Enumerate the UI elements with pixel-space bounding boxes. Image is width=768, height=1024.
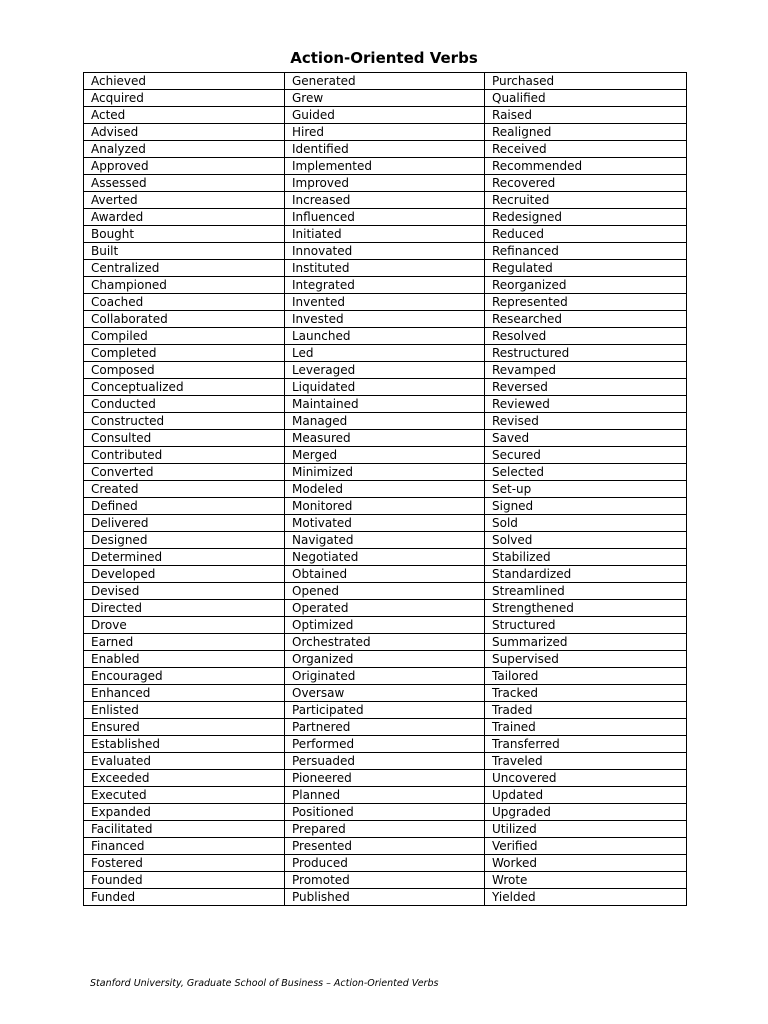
table-row bbox=[84, 821, 687, 838]
verb-cell: Recovered bbox=[485, 175, 687, 192]
verb-cell: Oversaw bbox=[285, 685, 485, 702]
verb-cell: Facilitated bbox=[84, 821, 285, 838]
verb-cell: Maintained bbox=[285, 396, 485, 413]
verb-cell: Refinanced bbox=[485, 243, 687, 260]
verb-cell: Revised bbox=[485, 413, 687, 430]
table-row bbox=[84, 736, 687, 753]
verb-cell: Wrote bbox=[485, 872, 687, 889]
table-row bbox=[84, 753, 687, 770]
table-row bbox=[84, 175, 687, 192]
table-row bbox=[84, 804, 687, 821]
verb-cell: Persuaded bbox=[285, 753, 485, 770]
verb-cell: Reorganized bbox=[485, 277, 687, 294]
table-row bbox=[84, 719, 687, 736]
verb-cell: Consulted bbox=[84, 430, 285, 447]
verb-cell: Invented bbox=[285, 294, 485, 311]
verb-cell: Verified bbox=[485, 838, 687, 855]
verb-cell: Acquired bbox=[84, 90, 285, 107]
table-row bbox=[84, 90, 687, 107]
table-row bbox=[84, 872, 687, 889]
verb-cell: Partnered bbox=[285, 719, 485, 736]
table-row bbox=[84, 447, 687, 464]
table-row bbox=[84, 464, 687, 481]
table-row bbox=[84, 141, 687, 158]
verb-cell: Constructed bbox=[84, 413, 285, 430]
verb-cell: Built bbox=[84, 243, 285, 260]
verb-cell: Identified bbox=[285, 141, 485, 158]
verb-cell: Signed bbox=[485, 498, 687, 515]
verb-cell: Recommended bbox=[485, 158, 687, 175]
verb-cell: Performed bbox=[285, 736, 485, 753]
table-row bbox=[84, 600, 687, 617]
verb-cell: Navigated bbox=[285, 532, 485, 549]
verb-cell: Purchased bbox=[485, 73, 687, 90]
verb-cell: Innovated bbox=[285, 243, 485, 260]
table-row bbox=[84, 549, 687, 566]
verb-cell: Participated bbox=[285, 702, 485, 719]
verb-cell: Completed bbox=[84, 345, 285, 362]
verb-cell: Established bbox=[84, 736, 285, 753]
verb-cell: Realigned bbox=[485, 124, 687, 141]
verb-cell: Delivered bbox=[84, 515, 285, 532]
verb-cell: Produced bbox=[285, 855, 485, 872]
verb-cell: Founded bbox=[84, 872, 285, 889]
verb-cell: Devised bbox=[84, 583, 285, 600]
table-row bbox=[84, 226, 687, 243]
table-row bbox=[84, 73, 687, 90]
verb-cell: Invested bbox=[285, 311, 485, 328]
verb-cell: Reversed bbox=[485, 379, 687, 396]
verb-cell: Funded bbox=[84, 889, 285, 906]
verb-cell: Reviewed bbox=[485, 396, 687, 413]
verb-cell: Coached bbox=[84, 294, 285, 311]
verb-cell: Pioneered bbox=[285, 770, 485, 787]
table-row bbox=[84, 311, 687, 328]
verb-cell: Structured bbox=[485, 617, 687, 634]
verb-cell: Received bbox=[485, 141, 687, 158]
verb-cell: Leveraged bbox=[285, 362, 485, 379]
verb-cell: Standardized bbox=[485, 566, 687, 583]
table-row bbox=[84, 192, 687, 209]
table-row bbox=[84, 243, 687, 260]
table-row bbox=[84, 651, 687, 668]
verb-cell: Implemented bbox=[285, 158, 485, 175]
verb-cell: Averted bbox=[84, 192, 285, 209]
verb-cell: Solved bbox=[485, 532, 687, 549]
verb-cell: Approved bbox=[84, 158, 285, 175]
verb-cell: Guided bbox=[285, 107, 485, 124]
verb-cell: Redesigned bbox=[485, 209, 687, 226]
verb-cell: Presented bbox=[285, 838, 485, 855]
table-row bbox=[84, 209, 687, 226]
verb-cell: Researched bbox=[485, 311, 687, 328]
verb-table bbox=[83, 72, 687, 906]
verb-cell: Supervised bbox=[485, 651, 687, 668]
verb-cell: Upgraded bbox=[485, 804, 687, 821]
verb-cell: Championed bbox=[84, 277, 285, 294]
verb-cell: Increased bbox=[285, 192, 485, 209]
footer-note: Stanford University, Graduate School of Business – Action-Oriented Verbs bbox=[90, 978, 439, 989]
verb-cell: Achieved bbox=[84, 73, 285, 90]
verb-cell: Orchestrated bbox=[285, 634, 485, 651]
table-row bbox=[84, 532, 687, 549]
verb-cell: Integrated bbox=[285, 277, 485, 294]
verb-cell: Modeled bbox=[285, 481, 485, 498]
verb-cell: Influenced bbox=[285, 209, 485, 226]
verb-cell: Conducted bbox=[84, 396, 285, 413]
table-row bbox=[84, 685, 687, 702]
verb-cell: Designed bbox=[84, 532, 285, 549]
verb-cell: Organized bbox=[285, 651, 485, 668]
table-row bbox=[84, 294, 687, 311]
verb-cell: Strengthened bbox=[485, 600, 687, 617]
verb-cell: Secured bbox=[485, 447, 687, 464]
verb-cell: Transferred bbox=[485, 736, 687, 753]
verb-cell: Resolved bbox=[485, 328, 687, 345]
verb-cell: Set-up bbox=[485, 481, 687, 498]
verb-cell: Negotiated bbox=[285, 549, 485, 566]
table-row bbox=[84, 583, 687, 600]
table-row bbox=[84, 515, 687, 532]
table-row bbox=[84, 277, 687, 294]
table-row bbox=[84, 702, 687, 719]
table-row bbox=[84, 362, 687, 379]
verb-cell: Centralized bbox=[84, 260, 285, 277]
table-row bbox=[84, 345, 687, 362]
table-row bbox=[84, 855, 687, 872]
table-row bbox=[84, 617, 687, 634]
verb-cell: Analyzed bbox=[84, 141, 285, 158]
table-row bbox=[84, 787, 687, 804]
verb-cell: Drove bbox=[84, 617, 285, 634]
verb-cell: Optimized bbox=[285, 617, 485, 634]
verb-cell: Enlisted bbox=[84, 702, 285, 719]
verb-cell: Advised bbox=[84, 124, 285, 141]
verb-cell: Uncovered bbox=[485, 770, 687, 787]
verb-cell: Reduced bbox=[485, 226, 687, 243]
verb-cell: Enabled bbox=[84, 651, 285, 668]
verb-cell: Generated bbox=[285, 73, 485, 90]
verb-cell: Yielded bbox=[485, 889, 687, 906]
verb-cell: Exceeded bbox=[84, 770, 285, 787]
verb-cell: Liquidated bbox=[285, 379, 485, 396]
verb-cell: Compiled bbox=[84, 328, 285, 345]
table-row bbox=[84, 430, 687, 447]
verb-cell: Stabilized bbox=[485, 549, 687, 566]
verb-cell: Sold bbox=[485, 515, 687, 532]
verb-cell: Converted bbox=[84, 464, 285, 481]
verb-cell: Contributed bbox=[84, 447, 285, 464]
verb-cell: Evaluated bbox=[84, 753, 285, 770]
verb-cell: Qualified bbox=[485, 90, 687, 107]
table-row bbox=[84, 566, 687, 583]
verb-cell: Developed bbox=[84, 566, 285, 583]
verb-cell: Positioned bbox=[285, 804, 485, 821]
verb-cell: Raised bbox=[485, 107, 687, 124]
verb-cell: Recruited bbox=[485, 192, 687, 209]
verb-cell: Saved bbox=[485, 430, 687, 447]
verb-cell: Financed bbox=[84, 838, 285, 855]
table-row bbox=[84, 838, 687, 855]
verb-cell: Hired bbox=[285, 124, 485, 141]
verb-cell: Streamlined bbox=[485, 583, 687, 600]
verb-cell: Launched bbox=[285, 328, 485, 345]
verb-table-body bbox=[84, 73, 687, 906]
table-row bbox=[84, 396, 687, 413]
verb-cell: Assessed bbox=[84, 175, 285, 192]
verb-cell: Fostered bbox=[84, 855, 285, 872]
verb-cell: Measured bbox=[285, 430, 485, 447]
table-row bbox=[84, 481, 687, 498]
verb-cell: Traded bbox=[485, 702, 687, 719]
verb-cell: Ensured bbox=[84, 719, 285, 736]
verb-cell: Published bbox=[285, 889, 485, 906]
verb-cell: Updated bbox=[485, 787, 687, 804]
verb-cell: Expanded bbox=[84, 804, 285, 821]
verb-cell: Defined bbox=[84, 498, 285, 515]
page-title: Action-Oriented Verbs bbox=[290, 49, 478, 67]
verb-cell: Tracked bbox=[485, 685, 687, 702]
verb-cell: Tailored bbox=[485, 668, 687, 685]
table-row bbox=[84, 107, 687, 124]
verb-cell: Merged bbox=[285, 447, 485, 464]
verb-cell: Instituted bbox=[285, 260, 485, 277]
verb-cell: Obtained bbox=[285, 566, 485, 583]
verb-cell: Managed bbox=[285, 413, 485, 430]
verb-cell: Worked bbox=[485, 855, 687, 872]
verb-cell: Bought bbox=[84, 226, 285, 243]
verb-cell: Conceptualized bbox=[84, 379, 285, 396]
table-row bbox=[84, 634, 687, 651]
verb-cell: Acted bbox=[84, 107, 285, 124]
verb-cell: Collaborated bbox=[84, 311, 285, 328]
verb-cell: Directed bbox=[84, 600, 285, 617]
verb-cell: Restructured bbox=[485, 345, 687, 362]
table-row bbox=[84, 379, 687, 396]
verb-cell: Trained bbox=[485, 719, 687, 736]
verb-cell: Earned bbox=[84, 634, 285, 651]
verb-cell: Composed bbox=[84, 362, 285, 379]
table-row bbox=[84, 498, 687, 515]
table-row bbox=[84, 328, 687, 345]
verb-cell: Created bbox=[84, 481, 285, 498]
verb-cell: Led bbox=[285, 345, 485, 362]
verb-cell: Revamped bbox=[485, 362, 687, 379]
verb-cell: Originated bbox=[285, 668, 485, 685]
verb-cell: Promoted bbox=[285, 872, 485, 889]
verb-cell: Initiated bbox=[285, 226, 485, 243]
verb-cell: Summarized bbox=[485, 634, 687, 651]
verb-cell: Determined bbox=[84, 549, 285, 566]
verb-cell: Encouraged bbox=[84, 668, 285, 685]
verb-cell: Regulated bbox=[485, 260, 687, 277]
verb-cell: Planned bbox=[285, 787, 485, 804]
verb-cell: Minimized bbox=[285, 464, 485, 481]
table-row bbox=[84, 770, 687, 787]
verb-cell: Enhanced bbox=[84, 685, 285, 702]
verb-cell: Utilized bbox=[485, 821, 687, 838]
table-row bbox=[84, 124, 687, 141]
verb-cell: Traveled bbox=[485, 753, 687, 770]
verb-cell: Operated bbox=[285, 600, 485, 617]
verb-cell: Executed bbox=[84, 787, 285, 804]
table-row bbox=[84, 158, 687, 175]
table-row bbox=[84, 889, 687, 906]
verb-cell: Awarded bbox=[84, 209, 285, 226]
verb-cell: Selected bbox=[485, 464, 687, 481]
verb-cell: Represented bbox=[485, 294, 687, 311]
verb-cell: Prepared bbox=[285, 821, 485, 838]
table-row bbox=[84, 668, 687, 685]
verb-cell: Monitored bbox=[285, 498, 485, 515]
table-row bbox=[84, 260, 687, 277]
verb-cell: Opened bbox=[285, 583, 485, 600]
table-row bbox=[84, 413, 687, 430]
verb-cell: Improved bbox=[285, 175, 485, 192]
verb-cell: Grew bbox=[285, 90, 485, 107]
verb-cell: Motivated bbox=[285, 515, 485, 532]
